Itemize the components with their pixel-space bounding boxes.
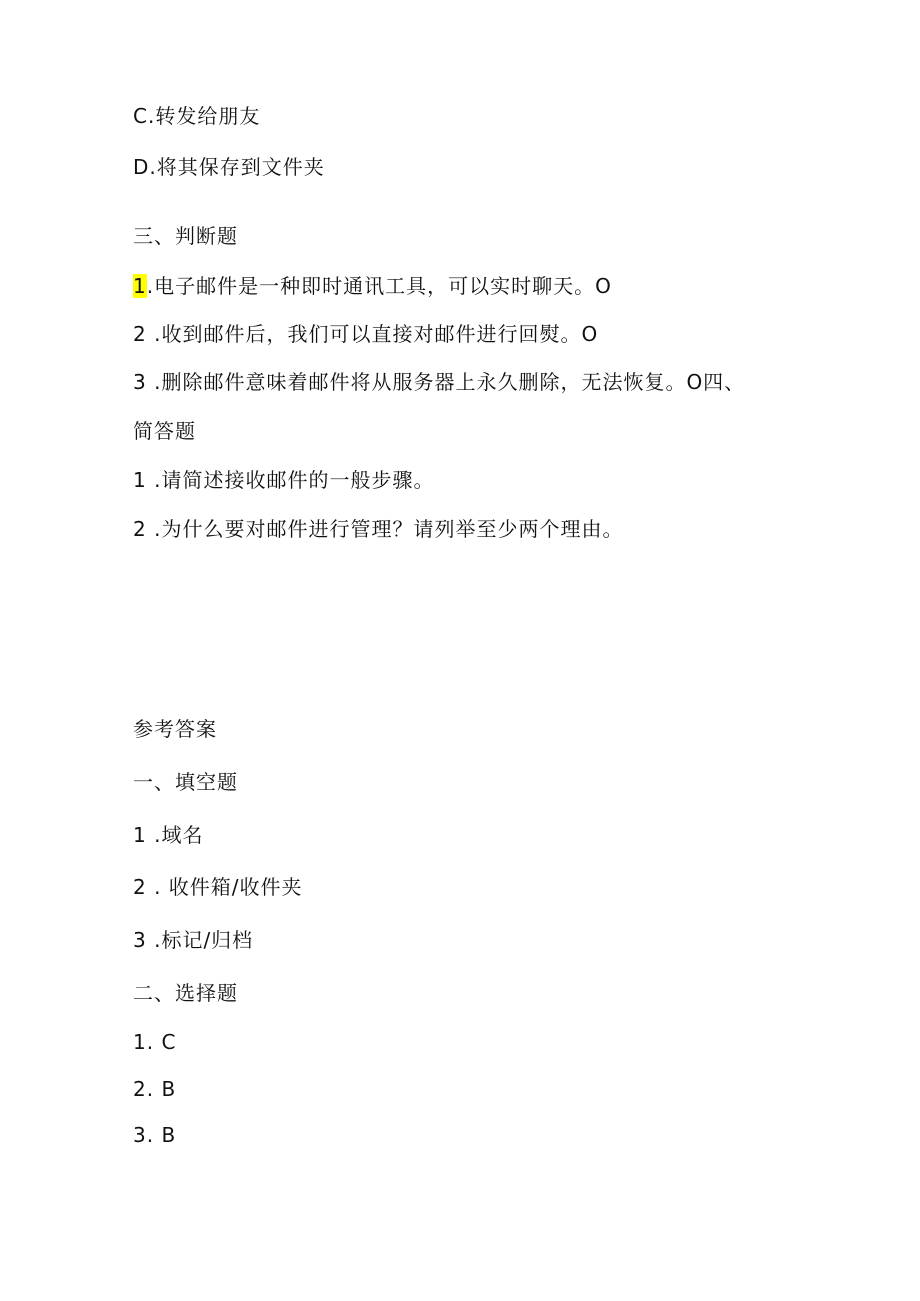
answer-choice-1: 1. C	[133, 1030, 177, 1054]
highlight-number: 1	[133, 274, 147, 298]
short-answer-item-1: 1 .请简述接收邮件的一般步骤。	[133, 468, 435, 492]
section-true-false-heading: 三、判断题	[133, 224, 238, 248]
true-false-item-1	[133, 273, 612, 299]
answer-choice-3: 3. B	[133, 1123, 177, 1147]
true-false-item-2: 2 .收到邮件后，我们可以直接对邮件进行回熨。O	[133, 322, 599, 346]
answer-section-fill-blank: 一、填空题	[133, 770, 238, 794]
option-c: C.转发给朋友	[133, 104, 261, 128]
short-answer-item-2: 2 .为什么要对邮件进行管理？请列举至少两个理由。	[133, 517, 624, 541]
answer-fill-blank-3: 3 .标记/归档	[133, 928, 254, 952]
true-false-item-1-text: .电子邮件是一种即时通讯工具，可以实时聊天。O	[146, 274, 612, 298]
true-false-item-3: 3 .删除邮件意味着邮件将从服务器上永久删除，无法恢复。O四、	[133, 370, 746, 394]
answer-fill-blank-2: 2 . 收件箱/收件夹	[133, 875, 303, 899]
option-d: D.将其保存到文件夹	[133, 155, 325, 179]
answer-fill-blank-1: 1 .域名	[133, 823, 204, 847]
answer-choice-2: 2. B	[133, 1077, 177, 1101]
section-short-answer-heading: 简答题	[133, 419, 196, 443]
answer-key-title: 参考答案	[133, 717, 217, 741]
answer-section-choice: 二、选择题	[133, 981, 238, 1005]
